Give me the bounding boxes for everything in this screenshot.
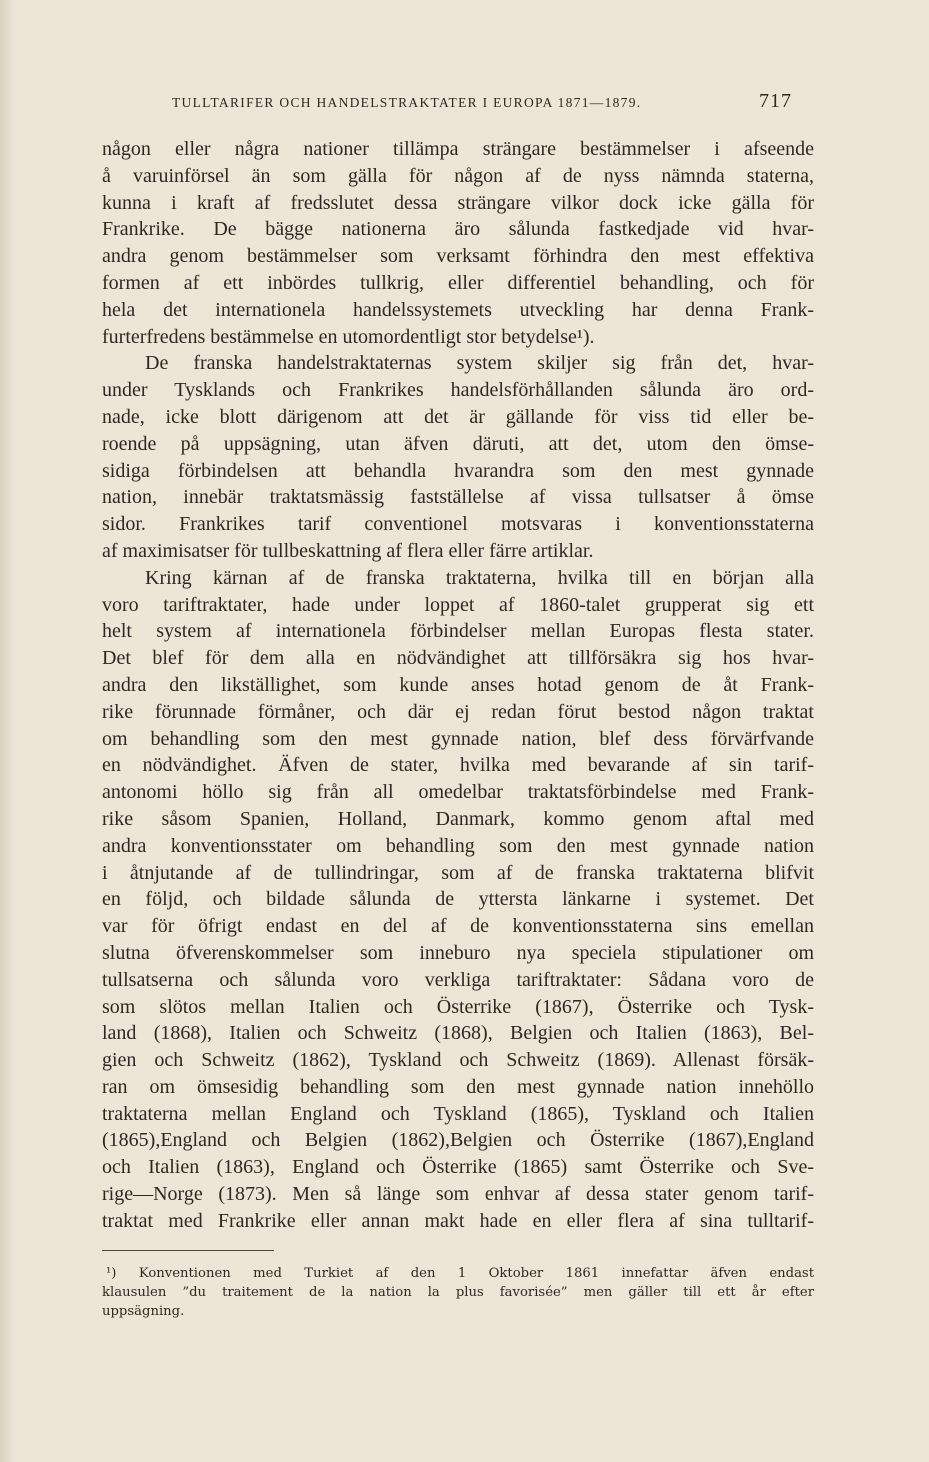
page-number: 717 xyxy=(759,90,792,112)
text-line: någon eller några nationer tillämpa strängare bestämmelser i afseende xyxy=(102,138,814,160)
text-line: antonomi höllo sig från all omedelbar traktatsförbindelse med Frank- xyxy=(102,781,814,804)
text-line: voro tariftraktater, hade under loppet af 1860-talet grupperat sig ett xyxy=(102,593,814,616)
text-line: andra den likställighet, som kunde anses hotad genom de åt Frank- xyxy=(102,673,814,696)
text-line: en följd, och bildade sålunda de yttersta länkarne i systemet. Det xyxy=(102,888,814,911)
running-head: TULLTARIFER OCH HANDELSTRAKTATER I EUROPA 1871—1879. xyxy=(172,95,642,110)
text-line: kunna i kraft af fredsslutet dessa strängare vilkor dock icke gälla för xyxy=(102,191,814,214)
text-line: gien och Schweitz (1862), Tyskland och Schweitz (1869). Allenast försäk- xyxy=(102,1049,814,1072)
text-line: å varuinförsel än som gälla för någon af de nyss nämnda staterna, xyxy=(102,164,814,187)
footnote-line: ¹) Konventionen med Turkiet af den 1 Oktober 1861 innefattar äfven endast xyxy=(106,1266,814,1281)
text-line: Det blef för dem alla en nödvändighet att tillförsäkra sig hos hvar- xyxy=(102,647,814,670)
footnote-divider xyxy=(102,1250,274,1251)
body-text xyxy=(102,136,814,1235)
footnote-line: klausulen ”du traitement de la nation la plus favorisée” men gäller till ett år efter xyxy=(102,1285,814,1300)
text-line: Kring kärnan af de franska traktaterna, hvilka till en början alla xyxy=(145,566,814,589)
text-line: var för öfrigt endast en del af de konventionsstaterna sins emellan xyxy=(102,915,814,938)
text-line: andra genom bestämmelser som verksamt förhindra den mest effektiva xyxy=(102,245,814,268)
text-line: i åtnjutande af de tullindringar, som af de franska traktaterna blifvit xyxy=(102,861,814,884)
text-line: som slötos mellan Italien och Österrike (1867), Österrike och Tysk- xyxy=(102,995,814,1018)
text-line: rike såsom Spanien, Holland, Danmark, kommo genom aftal med xyxy=(102,807,814,830)
text-line: hela det internationela handelssystemets utveckling har denna Frank- xyxy=(102,298,814,321)
page-header xyxy=(172,90,792,118)
text-line: sidiga förbindelsen att behandla hvarandra som den mest gynnade xyxy=(102,459,814,482)
text-line: och Italien (1863), England och Österrike (1865) samt Österrike och Sve- xyxy=(102,1156,814,1179)
text-line: sidor. Frankrikes tarif conventionel motsvaras i konventionsstaterna xyxy=(102,513,814,536)
page-edge xyxy=(0,0,14,1462)
text-line: furterfredens bestämmelse en utomordentligt stor betydelse¹). xyxy=(102,325,595,348)
text-line: traktaterna mellan England och Tyskland (1865), Tyskland och Italien xyxy=(102,1102,814,1125)
text-line: en nödvändighet. Äfven de stater, hvilka med bevarande af sin tarif- xyxy=(102,754,814,777)
text-line: af maximisatser för tullbeskattning af flera eller färre artiklar. xyxy=(102,539,594,562)
text-line: De franska handelstraktaternas system skiljer sig från det, hvar- xyxy=(145,352,814,375)
text-line: roende på uppsägning, utan äfven däruti, att det, utom den ömse- xyxy=(102,432,814,455)
text-line: om behandling som den mest gynnade nation, blef dess förvärfvande xyxy=(102,727,814,750)
text-line: tullsatserna och sålunda voro verkliga tariftraktater: Sådana voro de xyxy=(102,968,814,991)
text-line: andra konventionsstater om behandling som den mest gynnade nation xyxy=(102,834,814,857)
text-line: Frankrike. De bägge nationerna äro sålunda fastkedjade vid hvar- xyxy=(102,218,814,241)
text-line: formen af ett inbördes tullkrig, eller differentiel behandling, och för xyxy=(102,271,814,294)
text-line: slutna öfverenskommelser som inneburo nya speciela stipulationer om xyxy=(102,941,814,964)
text-line: under Tysklands och Frankrikes handelsförhållanden sålunda äro ord- xyxy=(102,379,814,402)
text-line: land (1868), Italien och Schweitz (1868), Belgien och Italien (1863), Bel- xyxy=(102,1022,814,1045)
text-line: nation, innebär traktatsmässig fastställelse af vissa tullsatser å ömse xyxy=(102,486,814,509)
text-line: traktat med Frankrike eller annan makt hade en eller flera af sina tulltarif- xyxy=(102,1209,814,1232)
footnote xyxy=(102,1264,814,1321)
text-line: (1865),England och Belgien (1862),Belgien och Österrike (1867),England xyxy=(102,1129,814,1152)
footnote-line: uppsägning. xyxy=(102,1304,185,1319)
text-line: nade, icke blott därigenom att det är gällande för viss tid eller be- xyxy=(102,405,814,428)
text-line: rike förunnade förmåner, och där ej redan förut bestod någon traktat xyxy=(102,700,814,723)
text-line: ran om ömsesidig behandling som den mest gynnade nation innehöllo xyxy=(102,1075,814,1098)
text-line: helt system af internationela förbindelser mellan Europas flesta stater. xyxy=(102,620,814,643)
text-line: rige—Norge (1873). Men så länge som enhvar af dessa stater genom tarif- xyxy=(102,1183,814,1206)
